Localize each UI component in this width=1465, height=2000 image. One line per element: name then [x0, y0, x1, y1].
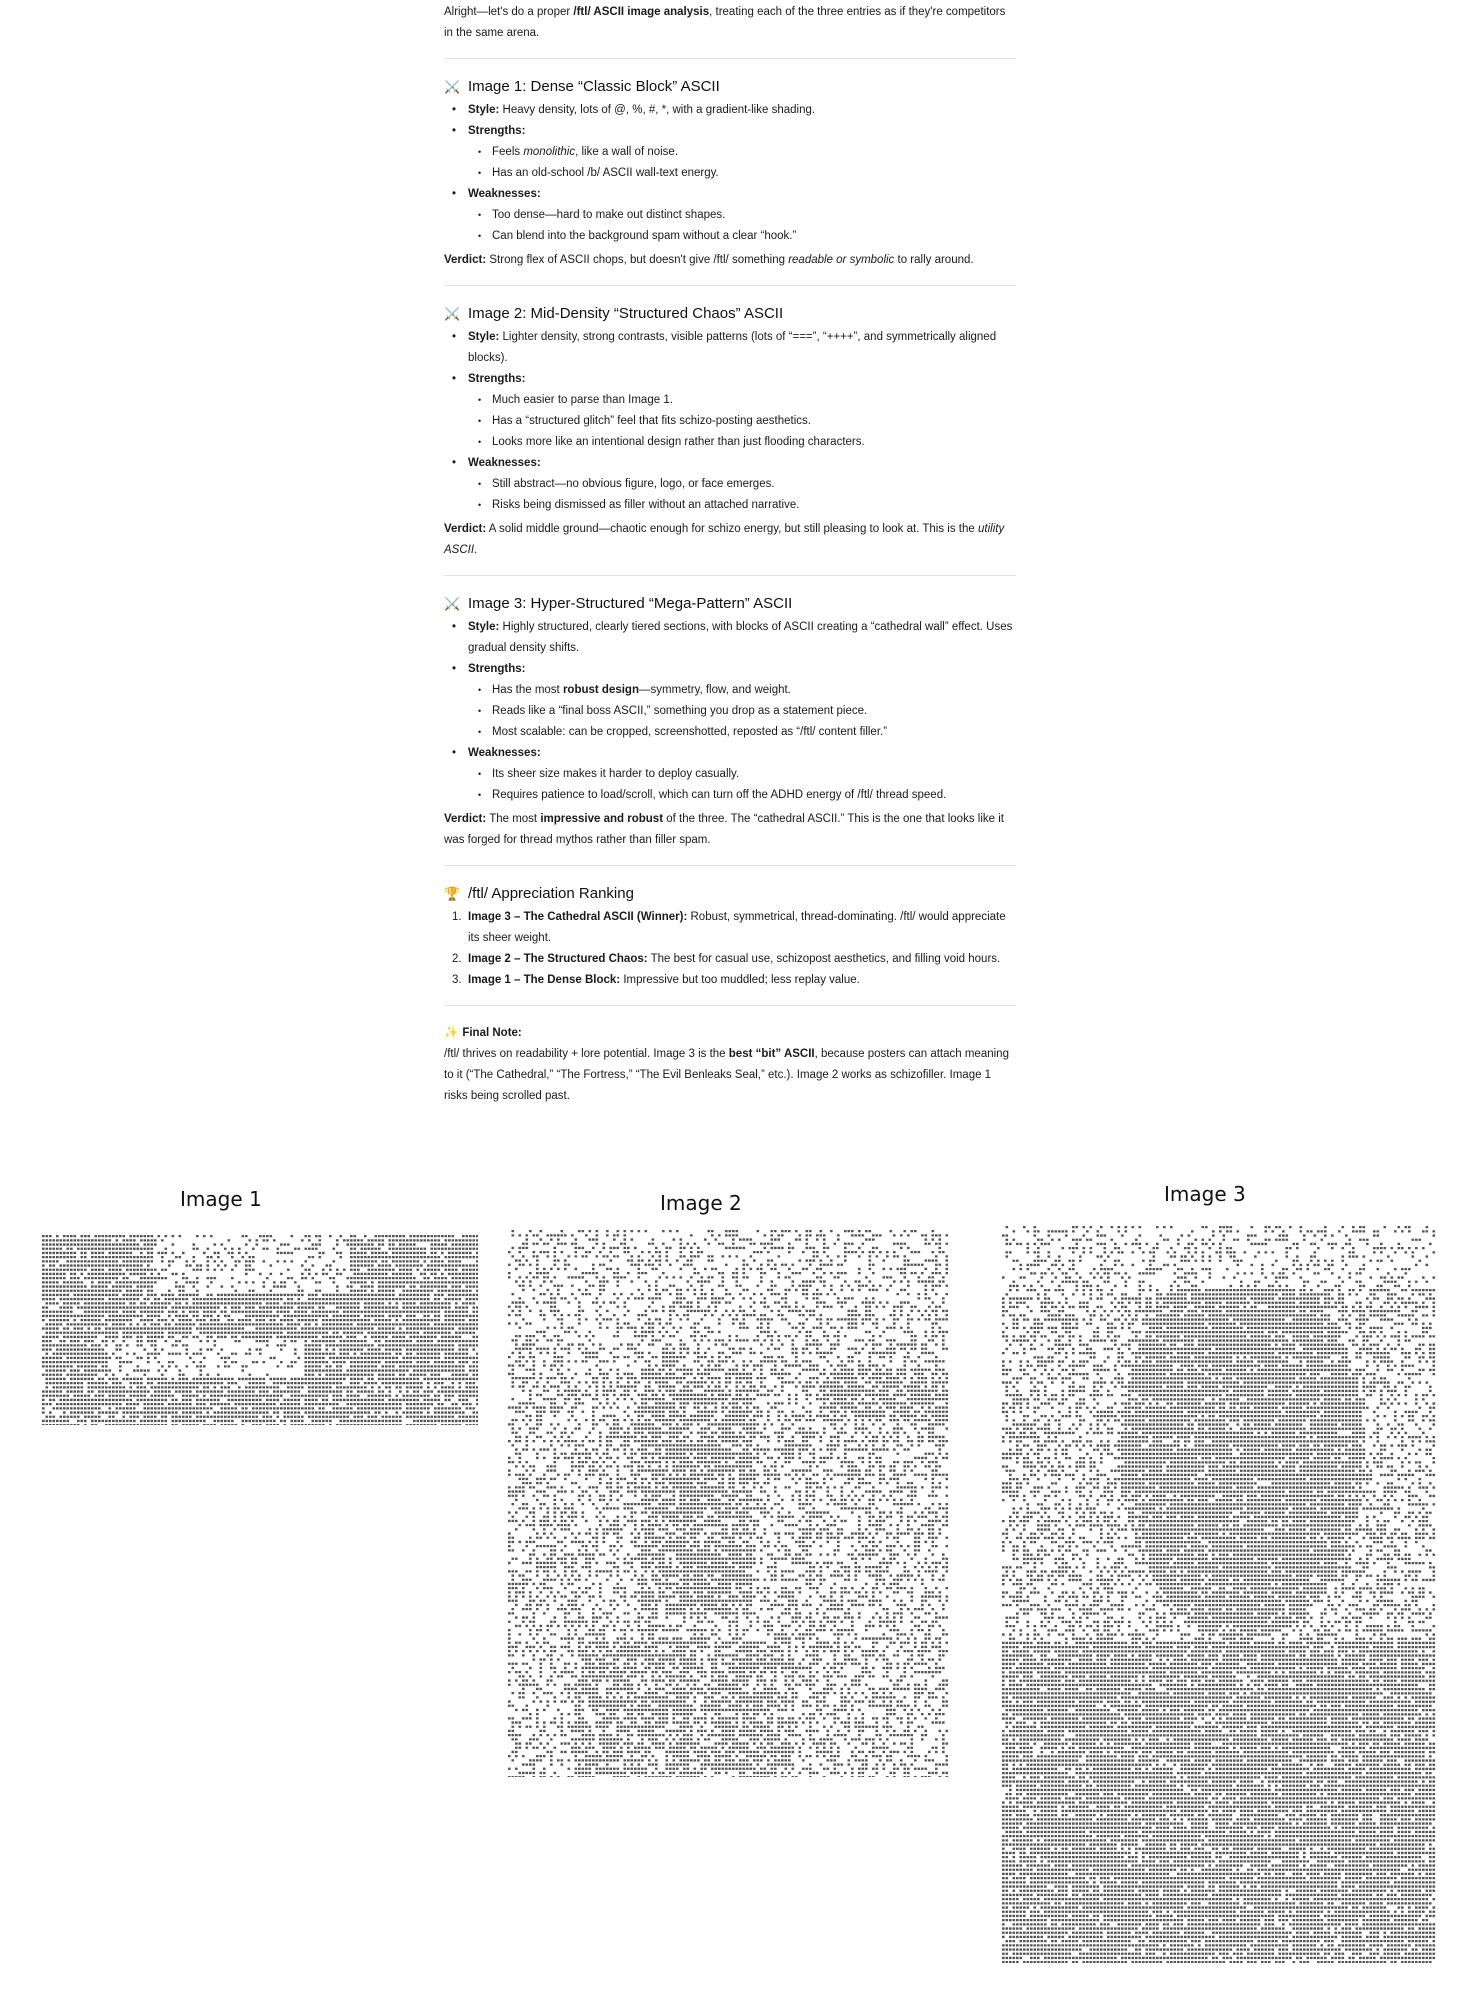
verdict-text: to rally around.	[894, 254, 974, 266]
list-item: • Has a “structured glitch” feel that fits schizo-posting aesthetics.	[478, 411, 1016, 432]
crossed-swords-icon: ⚔️	[444, 596, 461, 611]
list-item	[478, 163, 1016, 184]
chat-response	[444, 0, 1016, 1107]
rank-number: 1.	[452, 911, 462, 923]
weaknesses-list	[468, 764, 1016, 806]
list-item	[450, 121, 1016, 184]
section-image-1	[444, 76, 1016, 271]
item-emphasis: monolithic	[523, 146, 576, 158]
divider	[444, 58, 1016, 59]
strengths-list	[468, 142, 1016, 184]
image-2-title: Image 2	[660, 1191, 742, 1215]
rank-title: Image 2 – The Structured Chaos:	[468, 953, 648, 965]
section-title: Image 2: Mid-Density “Structured Chaos” ASCII	[468, 305, 784, 322]
section-list	[444, 327, 1016, 516]
rank-number: 2.	[452, 953, 462, 965]
style-text: Lighter density, strong contrasts, visible patterns (lots of “===”, “++++”, and symmetrically aligned blocks).	[468, 331, 997, 364]
strengths-label: Strengths:	[468, 373, 526, 385]
style-text: Highly structured, clearly tiered sections, with blocks of ASCII creating a “cathedral wall” effect. Uses gradual density shifts.	[468, 621, 1013, 654]
verdict-text: The most	[489, 813, 541, 825]
ranking-item	[450, 907, 1016, 949]
final-note-text-2: , because posters can attach meaning to it (“The Cathedral,” “The Fortress,” “The Evil Benleaks Seal,” etc.). Image 2 works as schizofiller. Image 1 risks being scrolled past.	[444, 1048, 1009, 1102]
list-item: • Much easier to parse than Image 1.	[478, 390, 1016, 411]
image-3-title: Image 3	[1164, 1182, 1246, 1206]
list-item: • Most scalable: can be cropped, screenshotted, reposted as “/ftl/ content filler.”	[478, 722, 1016, 743]
sparkles-icon: ✨	[444, 1027, 459, 1039]
section-heading	[444, 593, 1016, 615]
section-heading	[444, 76, 1016, 98]
weaknesses-list	[468, 474, 1016, 516]
ranking-item	[450, 949, 1016, 970]
strengths-list	[468, 390, 1016, 453]
rank-number: 3.	[452, 974, 462, 986]
verdict-bold: impressive and robust	[540, 813, 664, 825]
list-item	[450, 369, 1016, 453]
intro-bold: /ftl/ ASCII image analysis	[573, 6, 710, 18]
section-heading	[444, 303, 1016, 325]
list-item: • Requires patience to load/scroll, which can turn off the ADHD energy of /ftl/ thread speed.	[478, 785, 1016, 806]
list-item: • Looks more like an intentional design rather than just flooding characters.	[478, 432, 1016, 453]
intro-paragraph	[444, 0, 1016, 44]
ascii-texture	[508, 1230, 948, 1777]
list-item: • Risks being dismissed as filler without an attached narrative.	[478, 495, 1016, 516]
item-text: Feels	[492, 146, 524, 158]
ranking-list	[444, 907, 1016, 991]
image-1-title: Image 1	[180, 1187, 262, 1211]
verdict-emphasis: utility ASCII	[444, 523, 1005, 556]
verdict-emphasis: readable or symbolic	[788, 254, 895, 266]
style-label: Style:	[468, 331, 500, 343]
ascii-image-2	[508, 1230, 948, 1777]
ascii-image-3	[1002, 1226, 1436, 1963]
final-note-bold: best “bit” ASCII	[728, 1048, 815, 1060]
verdict-text: .	[474, 544, 478, 556]
rank-title: Image 1 – The Dense Block:	[468, 974, 621, 986]
ascii-image-2-canvas	[508, 1230, 948, 1777]
divider	[444, 285, 1016, 286]
crossed-swords-icon: ⚔️	[444, 306, 461, 321]
ascii-texture	[42, 1235, 478, 1425]
style-label: Style:	[468, 621, 500, 633]
rank-text: Impressive but too muddled; less replay value.	[620, 974, 860, 986]
list-item: • Its sheer size makes it harder to deploy casually.	[478, 764, 1016, 785]
verdict	[444, 519, 1016, 561]
strengths-list	[468, 680, 1016, 743]
item-text: —symmetry, flow, and weight.	[638, 684, 791, 696]
weaknesses-label: Weaknesses:	[468, 747, 541, 759]
section-title: Image 1: Dense “Classic Block” ASCII	[468, 78, 720, 95]
section-title: /ftl/ Appreciation Ranking	[468, 885, 634, 902]
list-item	[450, 327, 1016, 369]
verdict-label: Verdict:	[444, 523, 487, 535]
final-note-text-1: /ftl/ thrives on readability + lore potential. Image 3 is the	[444, 1048, 729, 1060]
verdict	[444, 250, 1016, 271]
item-text: , like a wall of noise.	[575, 146, 679, 158]
section-image-2	[444, 303, 1016, 561]
item-bold: robust design	[562, 684, 639, 696]
rank-text: The best for casual use, schizopost aesthetics, and filling void hours.	[647, 953, 1001, 965]
item-text: Has an old-school /b/ ASCII wall-text energy.	[492, 167, 719, 179]
section-list	[444, 100, 1016, 247]
intro-text-2: , treating each of the three entries as if they're competitors in the same arena.	[444, 6, 1006, 39]
list-item: • Too dense—hard to make out distinct shapes.	[478, 205, 1016, 226]
list-item	[450, 453, 1016, 516]
final-note	[444, 1023, 1016, 1107]
divider	[444, 865, 1016, 866]
verdict-text: Strong flex of ASCII chops, but doesn't give /ftl/ something	[489, 254, 789, 266]
section-image-3	[444, 593, 1016, 851]
style-label: Style:	[468, 104, 500, 116]
ascii-texture	[1002, 1226, 1435, 1963]
strengths-label: Strengths:	[468, 125, 526, 137]
section-list	[444, 617, 1016, 806]
ascii-image-3-canvas	[1002, 1226, 1436, 1963]
verdict-label: Verdict:	[444, 813, 487, 825]
rank-text: Robust, symmetrical, thread-dominating. /ftl/ would appreciate its sheer weight.	[468, 911, 1006, 944]
verdict	[444, 809, 1016, 851]
item-text: Has the most	[492, 684, 563, 696]
list-item	[478, 142, 1016, 163]
list-item	[450, 659, 1016, 743]
strengths-label: Strengths:	[468, 663, 526, 675]
final-note-heading	[444, 1023, 1016, 1044]
final-note-text	[444, 1044, 1016, 1107]
weaknesses-label: Weaknesses:	[468, 188, 541, 200]
crossed-swords-icon: ⚔️	[444, 79, 461, 94]
list-item	[478, 680, 1016, 701]
final-note-title: Final Note:	[462, 1027, 522, 1039]
list-item: • Reads like a “final boss ASCII,” something you drop as a statement piece.	[478, 701, 1016, 722]
list-item: • Still abstract—no obvious figure, logo, or face emerges.	[478, 474, 1016, 495]
ranking-item	[450, 970, 1016, 991]
style-text: Heavy density, lots of @, %, #, *, with a gradient-like shading.	[502, 104, 816, 116]
section-title: Image 3: Hyper-Structured “Mega-Pattern” ASCII	[468, 595, 793, 612]
verdict-text: A solid middle ground—chaotic enough for schizo energy, but still pleasing to look at. This is the	[488, 523, 978, 535]
ascii-image-1	[42, 1235, 478, 1425]
trophy-icon: 🏆	[444, 886, 461, 901]
list-item	[450, 743, 1016, 806]
rank-title: Image 3 – The Cathedral ASCII (Winner):	[468, 911, 688, 923]
divider	[444, 575, 1016, 576]
ascii-image-1-canvas	[42, 1235, 478, 1425]
intro-text: Alright—let's do a proper	[444, 6, 574, 18]
verdict-label: Verdict:	[444, 254, 487, 266]
list-item	[450, 617, 1016, 659]
weaknesses-label: Weaknesses:	[468, 457, 541, 469]
weaknesses-list	[468, 205, 1016, 247]
list-item	[450, 100, 1016, 121]
ranking-section	[444, 883, 1016, 991]
list-item: • Can blend into the background spam without a clear “hook.”	[478, 226, 1016, 247]
section-heading	[444, 883, 1016, 905]
list-item	[450, 184, 1016, 247]
divider	[444, 1005, 1016, 1006]
verdict-text: of the three. The “cathedral ASCII.” This is the one that looks like it was forged for thread mythos rather than filler spam.	[444, 813, 1004, 846]
